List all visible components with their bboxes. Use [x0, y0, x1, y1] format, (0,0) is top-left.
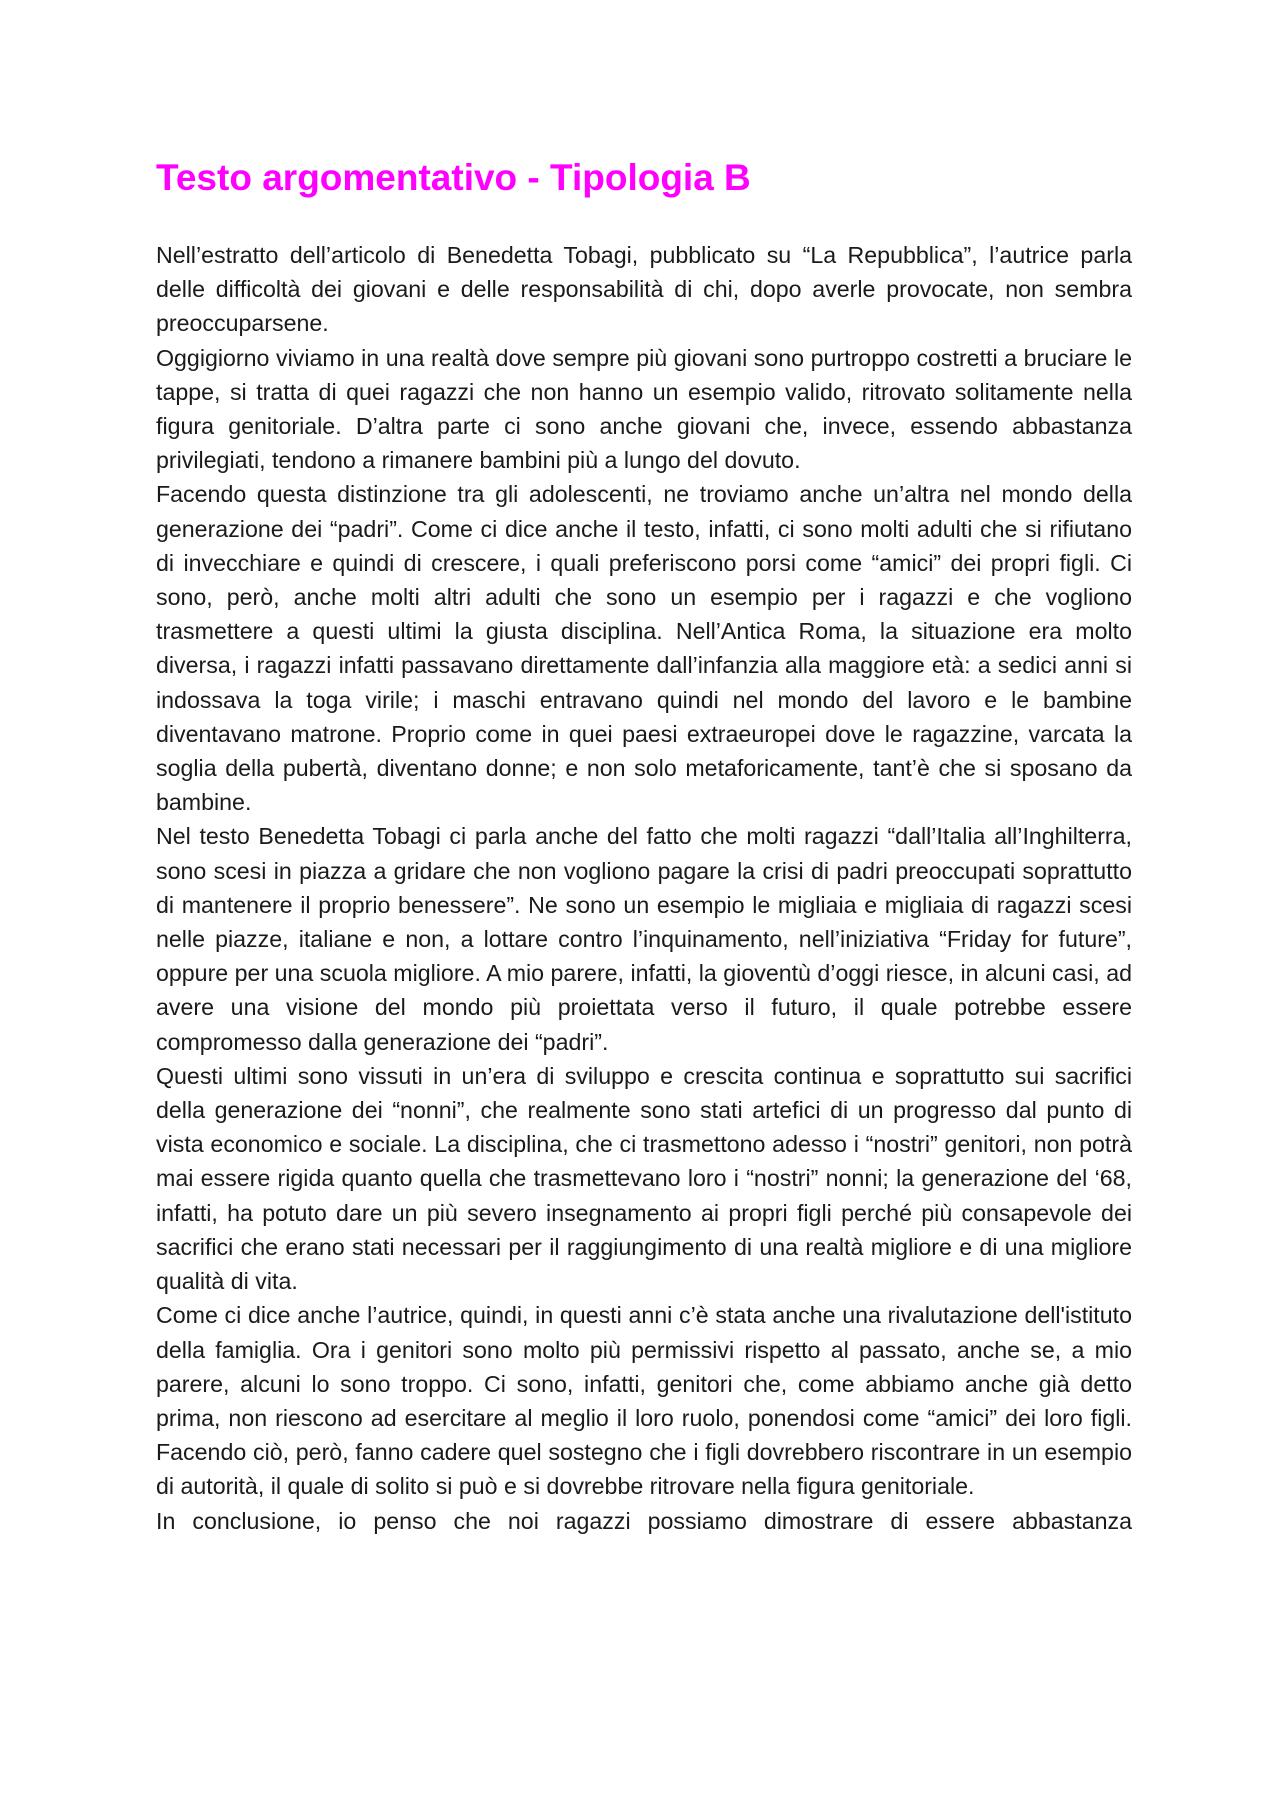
paragraph-family: Come ci dice anche l’autrice, quindi, in questi anni c’è stata anche una rivalutazione dell'istituto della famiglia. Ora i genitori sono molto più permissivi rispetto al passato, anche se, a mio parere, alcuni lo sono troppo. Ci sono, infatti, genitori che, come abbiamo anche già detto prima, non riescono ad esercitare al meglio il loro ruolo, ponendosi come “amici” dei loro figli. Facendo ciò, però, fanno cadere quel sostegno che i figli dovrebbero riscontrare in un esempio di autorità, il quale di solito si può e si dovrebbe ritrovare nella figura genitoriale.: [156, 1302, 1132, 1500]
paragraph-protests: Nel testo Benedetta Tobagi ci parla anche del fatto che molti ragazzi “dall’Italia all’Inghilterra, sono scesi in piazza a gridare che non vogliono pagare la crisi di padri preoccupati soprattutto di mantenere il proprio benessere”. Ne sono un esempio le migliaia e migliaia di ragazzi scesi nelle piazze, italiane e non, a lottare contro l’inquinamento, nell’iniziativa “Friday for future”, oppure per una scuola migliore. A mio parere, infatti, la gioventù d’oggi riesce, in alcuni casi, ad avere una visione del mondo più proiettata verso il futuro, il quale potrebbe essere compromesso dalla generazione dei “padri”.: [156, 823, 1132, 1055]
paragraph-conclusion: In conclusione, io penso che noi ragazzi possiamo dimostrare di essere abbastanza: [156, 1507, 1132, 1534]
paragraph-intro: Nell’estratto dell’articolo di Benedetta Tobagi, pubblicato su “La Repubblica”, l’autrice parla delle difficoltà dei giovani e delle responsabilità di chi, dopo averle provocate, non sembra preoccuparsene.: [156, 242, 1132, 337]
paragraph-fathers: Facendo questa distinzione tra gli adolescenti, ne troviamo anche un’altra nel mondo della generazione dei “padri”. Come ci dice anche il testo, infatti, ci sono molti adulti che si rifiutano di invecchiare e quindi di crescere, i quali preferiscono porsi come “amici” dei propri figli. Ci sono, però, anche molti altri adulti che sono un esempio per i ragazzi e che vogliono trasmettere a questi ultimi la giusta disciplina. Nell’Antica Roma, la situazione era molto diversa, i ragazzi infatti passavano direttamente dall’infanzia alla maggiore età: a sedici anni si indossava la toga virile; i maschi entravano quindi nel mondo del lavoro e le bambine diventavano matrone. Proprio come in quei paesi extraeuropei dove le ragazzine, varcata la soglia della pubertà, diventano donne; e non solo metaforicamente, tant’è che si sposano da bambine.: [156, 481, 1132, 816]
page-title: Testo argomentativo - Tipologia B: [156, 157, 751, 198]
paragraph-grandparents: Questi ultimi sono vissuti in un’era di sviluppo e crescita continua e soprattutto sui sacrifici della generazione dei “nonni”, che realmente sono stati artefici di un progresso dal punto di vista economico e sociale. La disciplina, che ci trasmettono adesso i “nostri” genitori, non potrà mai essere rigida quanto quella che trasmettevano loro i “nostri” nonni; la generazione del ‘68, infatti, ha potuto dare un più severo insegnamento ai propri figli perché più consapevole dei sacrifici che erano stati necessari per il raggiungimento di una realtà migliore e di una migliore qualità di vita.: [156, 1062, 1132, 1295]
document-body: [156, 238, 1132, 1538]
paragraph-youth: Oggigiorno viviamo in una realtà dove sempre più giovani sono purtroppo costretti a bruciare le tappe, si tratta di quei ragazzi che non hanno un esempio valido, ritrovato solitamente nella figura genitoriale. D’altra parte ci sono anche giovani che, invece, essendo abbastanza privilegiati, tendono a rimanere bambini più a lungo del dovuto.: [156, 344, 1132, 474]
